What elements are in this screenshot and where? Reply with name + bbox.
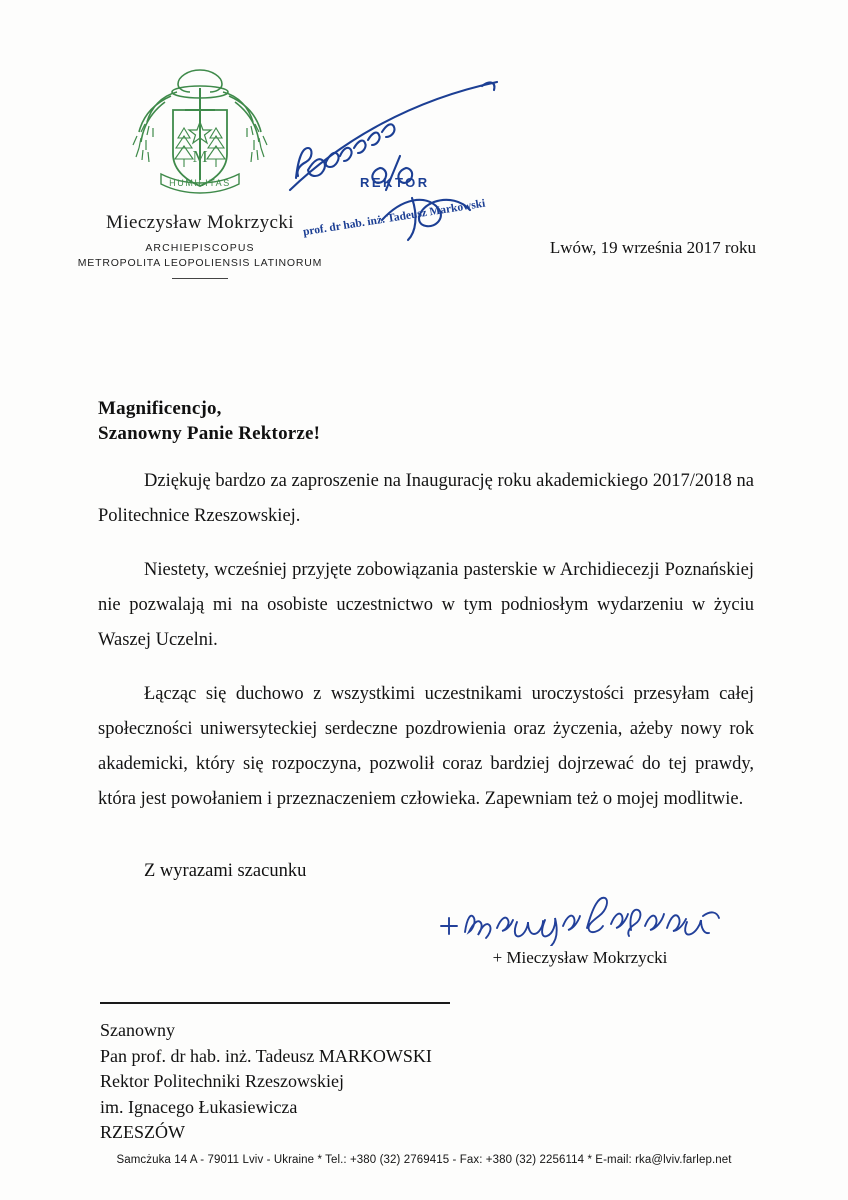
letter-paragraph: Łącząc się duchowo z wszystkimi uczestnikami uroczystości przesyłam całej społeczności uniwersyteckiej serdeczne pozdrowienia oraz życzenia, ażeby nowy rok akademicki, który się rozpoczyna, pozwolił coraz bardziej dojrzewać do tej prawdy, która jest powołaniem i przeznaczeniem człowieka. Zapewniam też o mojej modlitwie.	[98, 684, 754, 809]
coat-of-arms-icon	[105, 58, 295, 208]
handwritten-signature-icon	[435, 892, 725, 946]
sender-name: Mieczysław Mokrzycki	[106, 212, 294, 233]
addressee-line: im. Ignacego Łukasiewicza	[100, 1096, 298, 1117]
addressee-divider	[100, 1002, 450, 1004]
svg-text:M: M	[192, 147, 208, 166]
salutation-line-2: Szanowny Panie Rektorze!	[98, 423, 321, 444]
letter-paragraph: Dziękuję bardzo za zaproszenie na Inaugurację roku akademickiego 2017/2018 na Politechnice Rzeszowskiej.	[98, 471, 754, 526]
letterhead-divider	[172, 278, 228, 279]
stamp-name: prof. dr hab. inż. Tadeusz Markowski	[302, 197, 487, 239]
sender-role-secondary: METROPOLITA LEOPOLIENSIS LATINORUM	[77, 257, 323, 269]
signature-block	[430, 892, 730, 968]
footer-contact-line: Samcżuka 14 A - 79011 Lviv - Ukraine * Tel.: +380 (32) 2769415 - Fax: +380 (32) 2256114 * E-mail: rka@lviv.farlep.net	[116, 1154, 732, 1166]
addressee-line: Rektor Politechniki Rzeszowskiej	[100, 1071, 344, 1091]
addressee-line: Szanowny	[100, 1020, 175, 1040]
addressee-line: RZESZÓW	[100, 1122, 185, 1142]
coat-of-arms-motto: HUMILITAS	[169, 178, 231, 188]
letterhead	[60, 58, 340, 279]
addressee-line: Pan prof. dr hab. inż. Tadeusz MARKOWSKI	[100, 1045, 432, 1066]
sender-role-primary: ARCHIEPISCOPUS	[145, 242, 255, 254]
place-and-date: Lwów, 19 września 2017 roku	[549, 238, 756, 257]
signature-printed-name: + Mieczysław Mokrzycki	[492, 948, 668, 967]
closing-phrase: Z wyrazami szacunku	[144, 861, 307, 881]
stamp-title: REKTOR	[360, 175, 430, 190]
salutation-line-1: Magnificencjo,	[98, 398, 222, 419]
letter-body	[98, 398, 754, 882]
letter-paragraph: Niestety, wcześniej przyjęte zobowiązania pasterskie w Archidiecezji Poznańskiej nie pozwalają mi na osobiste uczestnictwo w tym podniosłym wydarzeniu w życiu Waszej Uczelni.	[98, 560, 754, 650]
addressee-block	[100, 1018, 432, 1146]
